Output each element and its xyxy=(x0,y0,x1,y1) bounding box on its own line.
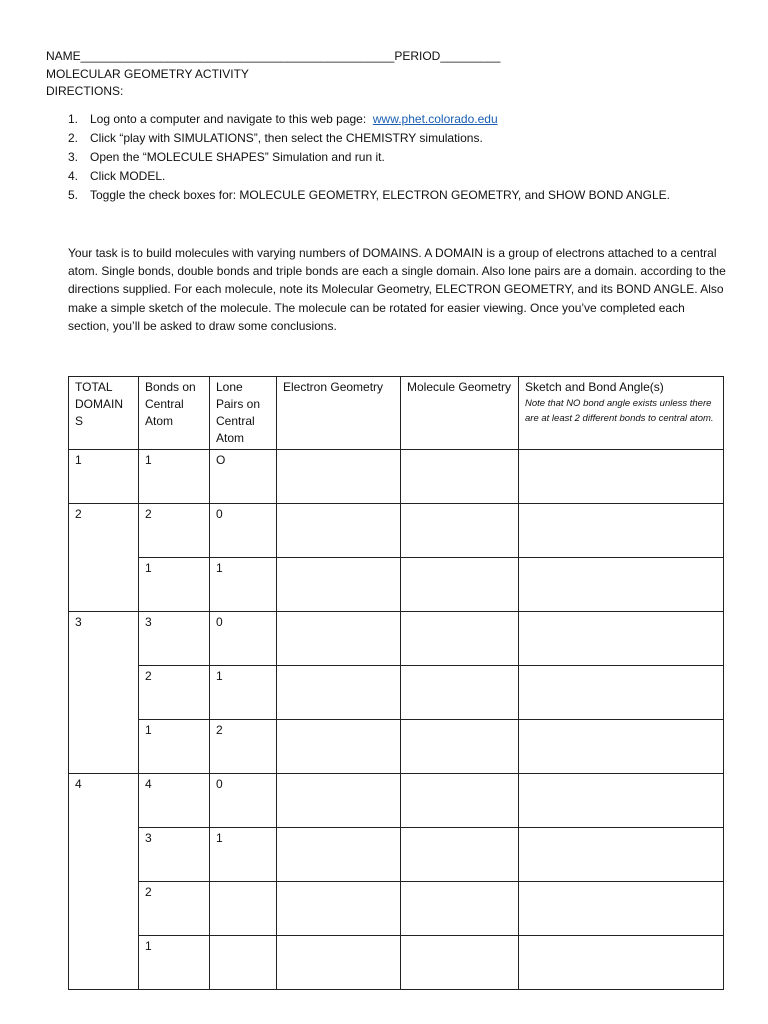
table-row xyxy=(69,720,724,774)
sketch-cell[interactable] xyxy=(519,774,724,828)
header-lone-pairs: Lone Pairs on Central Atom xyxy=(210,377,277,450)
direction-number: 2. xyxy=(68,131,79,145)
table-row xyxy=(69,558,724,612)
lone-pairs-cell: 0 xyxy=(210,774,277,828)
header-total-domains: TOTAL DOMAIN S xyxy=(69,377,139,450)
table-row xyxy=(69,666,724,720)
bonds-cell: 1 xyxy=(139,558,210,612)
bonds-cell: 2 xyxy=(139,882,210,936)
bonds-cell: 4 xyxy=(139,774,210,828)
lone-pairs-cell: 1 xyxy=(210,558,277,612)
bonds-cell: 1 xyxy=(139,450,210,504)
sketch-cell[interactable] xyxy=(519,936,724,990)
direction-text: Toggle the check boxes for: MOLECULE GEOMETRY, ELECTRON GEOMETRY, and SHOW BOND ANGLE. xyxy=(90,188,670,202)
electron-geometry-cell[interactable] xyxy=(277,666,401,720)
header-sketch xyxy=(519,377,724,450)
total-domains-cell: 1 xyxy=(69,450,139,504)
lone-pairs-cell xyxy=(210,882,277,936)
table-row xyxy=(69,936,724,990)
sketch-cell[interactable] xyxy=(519,882,724,936)
header-bonds: Bonds on Central Atom xyxy=(139,377,210,450)
sketch-cell[interactable] xyxy=(519,450,724,504)
task-paragraph: Your task is to build molecules with varying numbers of DOMAINS. A DOMAIN is a group of electrons attached to a central atom. Single bonds, double bonds and triple bonds are each a single domain. Also lone pairs are a domain. according to the directions supplied. For each molecule, note its Molecular Geometry, ELECTRON GEOMETRY, and its BOND ANGLE. Also make a simple sketch of the molecule. The molecule can be rotated for easier viewing. Once you’ve completed each section, you’ll be asked to draw some conclusions. xyxy=(68,246,726,333)
electron-geometry-cell[interactable] xyxy=(277,450,401,504)
lone-pairs-cell: 0 xyxy=(210,504,277,558)
direction-item xyxy=(68,110,748,129)
direction-text: Click “play with SIMULATIONS”, then select the CHEMISTRY simulations. xyxy=(90,131,483,145)
sketch-cell[interactable] xyxy=(519,666,724,720)
header-sketch-note: Note that NO bond angle exists unless there are at least 2 different bonds to central atom. xyxy=(525,398,714,424)
molecule-geometry-cell[interactable] xyxy=(401,504,519,558)
bonds-cell: 1 xyxy=(139,936,210,990)
total-domains-cell: 2 xyxy=(69,504,139,612)
direction-number: 3. xyxy=(68,150,79,164)
electron-geometry-cell[interactable] xyxy=(277,774,401,828)
molecule-geometry-cell[interactable] xyxy=(401,666,519,720)
molecule-geometry-cell[interactable] xyxy=(401,450,519,504)
bonds-cell: 3 xyxy=(139,612,210,666)
molecular-geometry-table xyxy=(68,376,724,990)
bonds-cell: 3 xyxy=(139,828,210,882)
table-row xyxy=(69,828,724,882)
lone-pairs-cell xyxy=(210,936,277,990)
total-domains-cell: 3 xyxy=(69,612,139,774)
direction-text: Click MODEL. xyxy=(90,169,166,183)
lone-pairs-cell: 2 xyxy=(210,720,277,774)
molecule-geometry-cell[interactable] xyxy=(401,612,519,666)
direction-item xyxy=(68,186,748,205)
electron-geometry-cell[interactable] xyxy=(277,828,401,882)
direction-number: 1. xyxy=(68,112,79,126)
lone-pairs-cell: 1 xyxy=(210,666,277,720)
electron-geometry-cell[interactable] xyxy=(277,612,401,666)
directions-list xyxy=(68,110,748,205)
molecule-geometry-cell[interactable] xyxy=(401,882,519,936)
sketch-cell[interactable] xyxy=(519,828,724,882)
electron-geometry-cell[interactable] xyxy=(277,720,401,774)
direction-number: 5. xyxy=(68,188,79,202)
table-row xyxy=(69,504,724,558)
table-row xyxy=(69,774,724,828)
header-molecule-geometry: Molecule Geometry xyxy=(401,377,519,450)
lone-pairs-cell: 1 xyxy=(210,828,277,882)
electron-geometry-cell[interactable] xyxy=(277,504,401,558)
molecule-geometry-cell[interactable] xyxy=(401,936,519,990)
molecule-geometry-cell[interactable] xyxy=(401,774,519,828)
direction-item xyxy=(68,148,748,167)
lone-pairs-cell: 0 xyxy=(210,612,277,666)
directions-label: DIRECTIONS: xyxy=(46,84,124,98)
table-header-row xyxy=(69,377,724,450)
total-domains-cell: 4 xyxy=(69,774,139,990)
sketch-cell[interactable] xyxy=(519,612,724,666)
direction-text: Open the “MOLECULE SHAPES” Simulation and run it. xyxy=(90,150,385,164)
header-sketch-label: Sketch and Bond Angle(s) xyxy=(525,380,664,394)
electron-geometry-cell[interactable] xyxy=(277,558,401,612)
table-row xyxy=(69,450,724,504)
bonds-cell: 2 xyxy=(139,504,210,558)
direction-item xyxy=(68,129,748,148)
sketch-cell[interactable] xyxy=(519,504,724,558)
direction-number: 4. xyxy=(68,169,79,183)
electron-geometry-cell[interactable] xyxy=(277,936,401,990)
molecule-geometry-cell[interactable] xyxy=(401,558,519,612)
direction-text: Log onto a computer and navigate to this web page: xyxy=(90,112,367,126)
activity-title: MOLECULAR GEOMETRY ACTIVITY xyxy=(46,67,249,81)
table-row xyxy=(69,612,724,666)
phet-link[interactable]: www.phet.colorado.edu xyxy=(372,112,498,126)
sketch-cell[interactable] xyxy=(519,558,724,612)
name-period-line: NAME_______________________________________________PERIOD_________ xyxy=(46,49,501,63)
header-electron-geometry: Electron Geometry xyxy=(277,377,401,450)
bonds-cell: 1 xyxy=(139,720,210,774)
electron-geometry-cell[interactable] xyxy=(277,882,401,936)
molecule-geometry-cell[interactable] xyxy=(401,720,519,774)
sketch-cell[interactable] xyxy=(519,720,724,774)
table-row xyxy=(69,882,724,936)
bonds-cell: 2 xyxy=(139,666,210,720)
molecule-geometry-cell[interactable] xyxy=(401,828,519,882)
direction-item xyxy=(68,167,748,186)
lone-pairs-cell: O xyxy=(210,450,277,504)
